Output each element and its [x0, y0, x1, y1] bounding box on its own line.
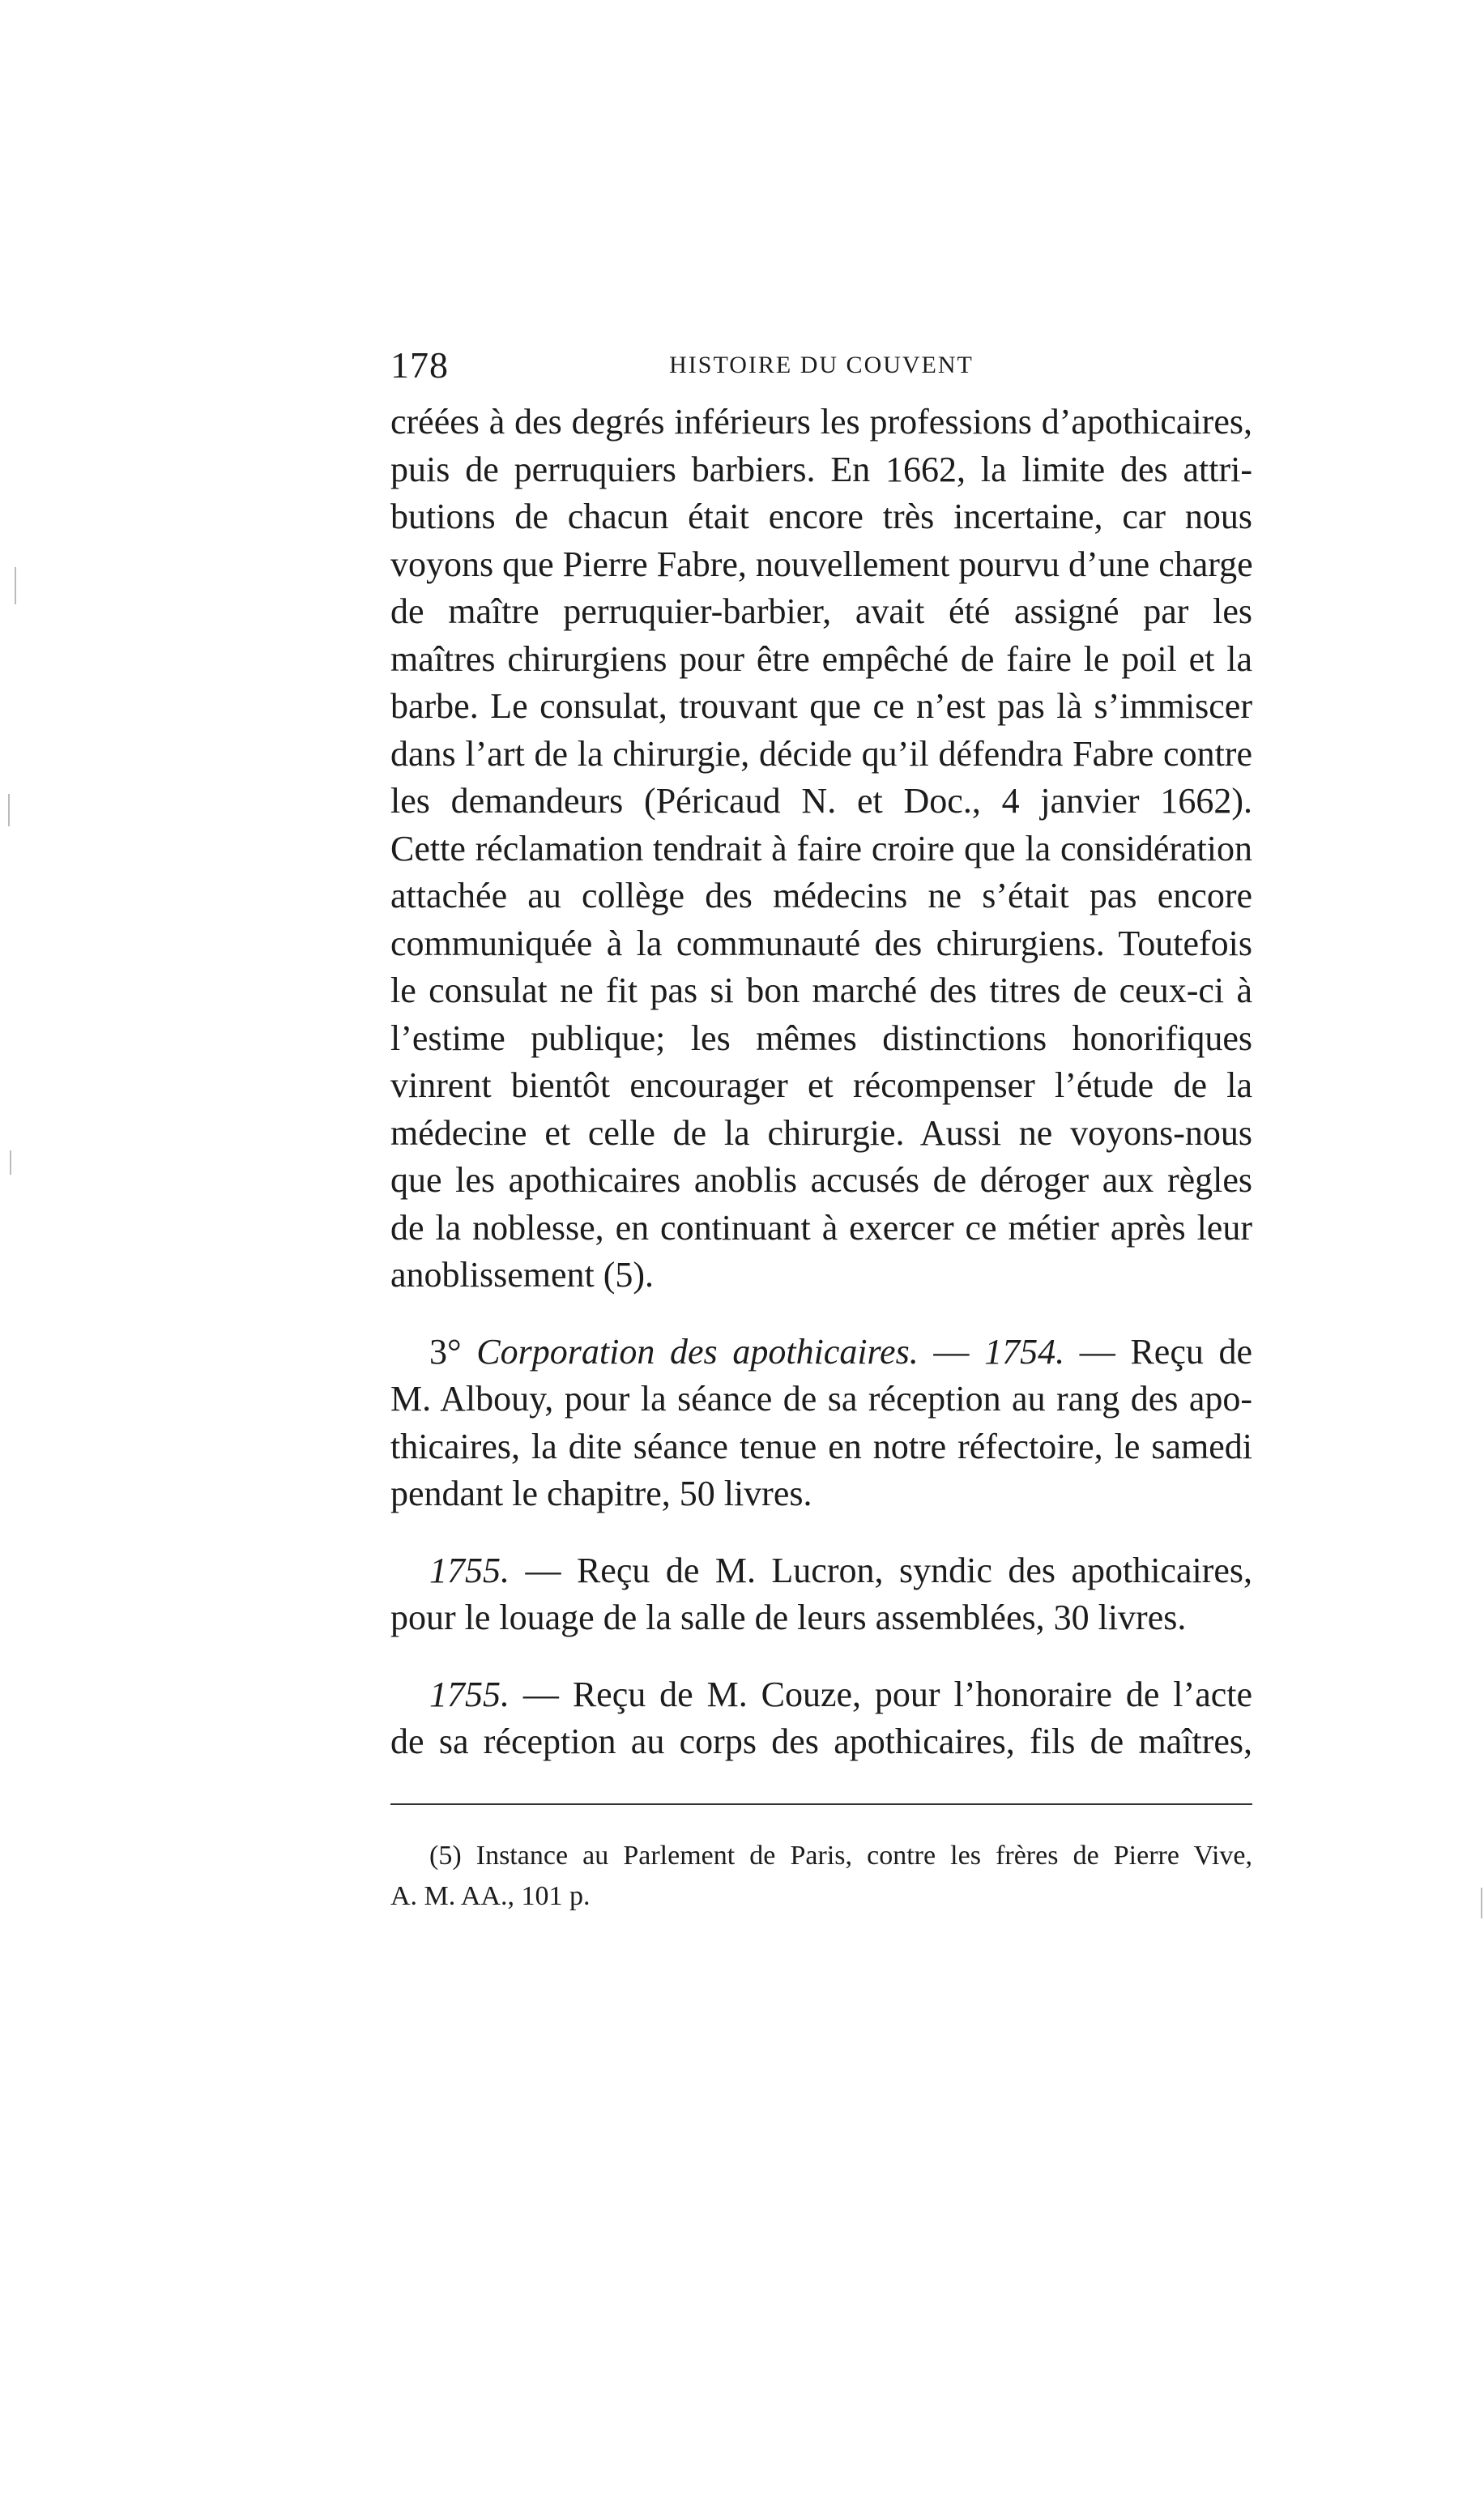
text-line	[390, 1671, 1252, 1719]
text-line: pendant le chapitre, 50 livres.	[390, 1474, 812, 1513]
paragraph-spacer	[390, 1518, 1252, 1547]
text-line: voyons que Pierre Fabre, nouvellement pourvu d’une charge	[390, 544, 1253, 584]
paragraph-1	[390, 399, 1252, 1299]
footnote-rule	[390, 1803, 1252, 1805]
text-line: dans l’art de la chirurgie, décide qu’il défendra Fabre contre	[390, 733, 1252, 774]
year: 1755.	[429, 1550, 510, 1590]
year: 1755.	[429, 1674, 510, 1714]
text-line: anoblissement (5).	[390, 1255, 655, 1295]
text-line: maîtres chirurgiens pour être empêché de faire le poil et la	[390, 638, 1252, 679]
footnote-line: A. M. AA., 101 p.	[390, 1880, 591, 1911]
paragraph-spacer	[390, 1642, 1252, 1671]
text-line: puis de perruquiers barbiers. En 1662, la limite des attri-	[390, 449, 1252, 489]
entry-text: — Reçu de M. Couze, pour l’honoraire de l’acte	[522, 1674, 1253, 1714]
text-line: vinrent bientôt encourager et récompenser l’étude de la	[390, 1065, 1252, 1105]
entry-text: — Reçu de M. Lucron, syndic des apothicaires,	[525, 1550, 1253, 1590]
margin-speck	[10, 1150, 11, 1175]
text-line: créées à des degrés inférieurs les professions d’apothicaires,	[390, 402, 1252, 442]
text-line: thicaires, la dite séance tenue en notre réfectoire, le samedi	[390, 1426, 1252, 1466]
text-line: barbe. Le consulat, trouvant que ce n’est pas là s’immiscer	[390, 686, 1252, 726]
margin-speck	[1481, 1888, 1482, 1918]
text-line: M. Albouy, pour la séance de sa réception au rang des apo-	[390, 1379, 1252, 1419]
year: 1754.	[984, 1331, 1065, 1372]
entry-text: — Reçu de	[1079, 1331, 1253, 1372]
running-title: HISTOIRE DU COUVENT	[669, 352, 974, 378]
text-line: pour le louage de la salle de leurs assemblées, 30 livres.	[390, 1598, 1187, 1637]
text-line: de sa réception au corps des apothicaires, fils de maîtres,	[390, 1722, 1252, 1761]
text-line: de la noblesse, en continuant à exercer ce métier après leur	[390, 1207, 1252, 1248]
margin-speck	[8, 794, 10, 826]
text-line: les demandeurs (Péricaud N. et Doc., 4 janvier 1662).	[390, 781, 1252, 821]
text-line: Cette réclamation tendrait à faire croire que la considération	[390, 828, 1252, 868]
paragraph-spacer	[390, 1299, 1252, 1329]
text-line: de maître perruquier-barbier, avait été assigné par les	[390, 591, 1252, 631]
running-head	[390, 332, 1252, 384]
dash: —	[933, 1331, 970, 1372]
text-line: attachée au collège des médecins ne s’était pas encore	[390, 876, 1252, 915]
footnotes	[390, 1836, 1252, 1917]
margin-speck	[15, 567, 16, 604]
text-line: butions de chacun était encore très incertaine, car nous	[390, 497, 1252, 536]
section-number: 3°	[429, 1331, 462, 1372]
paragraph-lucron	[390, 1547, 1252, 1642]
text-line: communiquée à la communauté des chirurgiens. Toutefois	[390, 923, 1252, 963]
paragraph-apothicaires	[390, 1329, 1252, 1518]
text-line	[390, 1547, 1252, 1595]
page-number: 178	[390, 344, 449, 386]
paragraph-couze	[390, 1671, 1252, 1766]
footnote-line: (5) Instance au Parlement de Paris, contre les frères de Pierre Vive,	[429, 1840, 1252, 1871]
section-heading: Corporation des apothicaires.	[476, 1331, 919, 1372]
text-line: l’estime publique; les mêmes distinctions honorifiques	[390, 1018, 1252, 1058]
text-line	[390, 1329, 1252, 1376]
body-text	[390, 399, 1252, 1766]
text-line: le consulat ne fit pas si bon marché des titres de ceux-ci à	[390, 971, 1252, 1010]
text-line: que les apothicaires anoblis accusés de déroger aux règles	[390, 1160, 1252, 1200]
book-page	[390, 332, 1252, 1917]
text-line: médecine et celle de la chirurgie. Aussi ne voyons-nous	[390, 1112, 1252, 1153]
